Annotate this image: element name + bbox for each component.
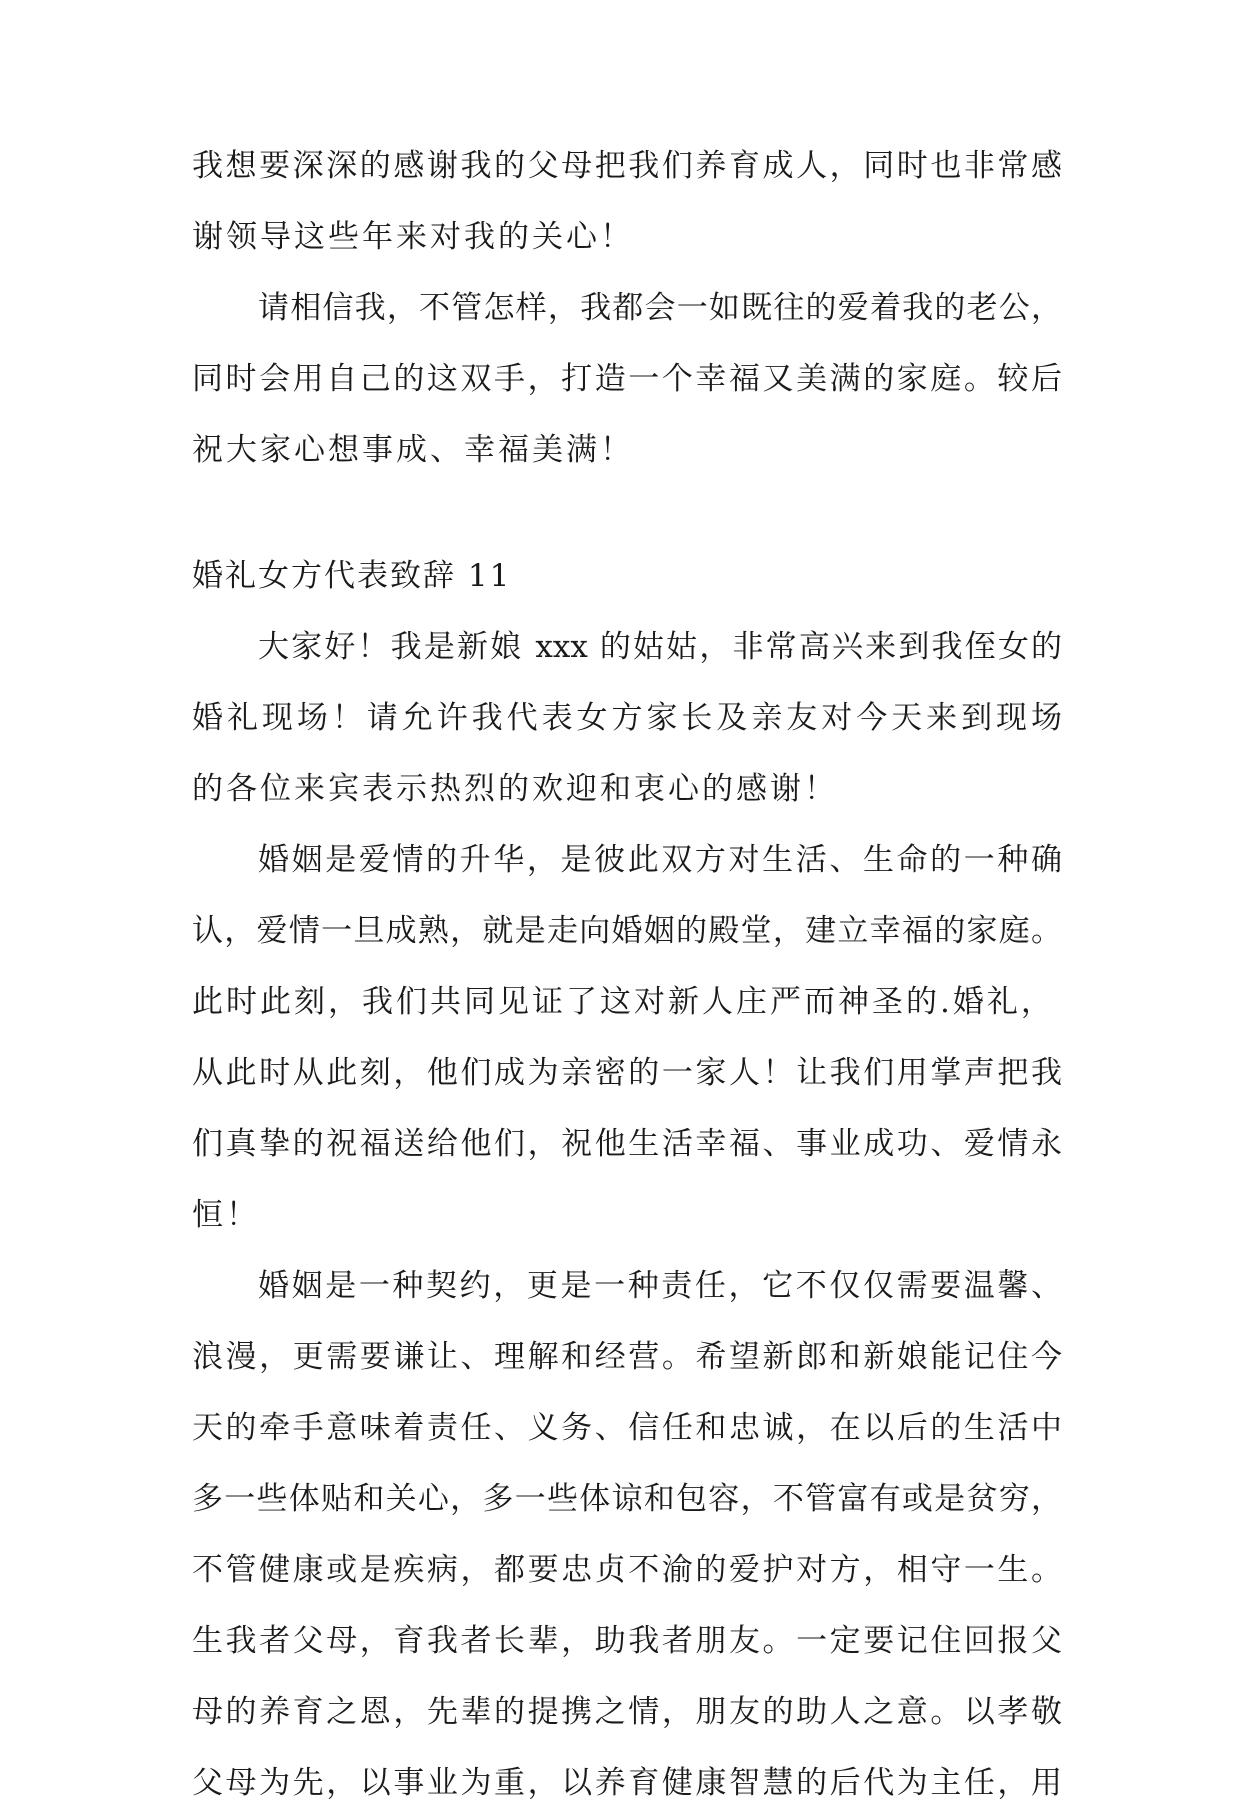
text-line: 多一些体贴和关心，多一些体谅和包容，不管富有或是贫穷， <box>192 1481 1062 1517</box>
text-line: 们真挚的祝福送给他们，祝他生活幸福、事业成功、爱情永 <box>192 1126 1062 1162</box>
text-line: 不管健康或是疾病，都要忠贞不渝的爱护对方，相守一生。 <box>192 1552 1062 1588</box>
text-line: 祝大家心想事成、幸福美满！ <box>192 432 634 468</box>
text-line: 此时此刻，我们共同见证了这对新人庄严而神圣的.婚礼， <box>192 984 1055 1020</box>
paragraph-first-line: 大家好！我是新娘 xxx 的姑姑，非常高兴来到我侄女的 <box>258 629 1062 665</box>
paragraph-first-line: 婚姻是一种契约，更是一种责任，它不仅仅需要温馨、 <box>258 1268 1062 1304</box>
text-line: 浪漫，更需要谦让、理解和经营。希望新郎和新娘能记住今 <box>192 1339 1062 1375</box>
text-line: 婚礼现场！请允许我代表女方家长及亲友对今天来到现场 <box>192 700 1062 736</box>
text-line: 同时会用自己的这双手，打造一个幸福又美满的家庭。较后 <box>192 361 1062 397</box>
text-line: 母的养育之恩，先辈的提携之情，朋友的助人之意。以孝敬 <box>192 1694 1062 1730</box>
text-line: 认，爱情一旦成熟，就是走向婚姻的殿堂，建立幸福的家庭。 <box>192 913 1062 949</box>
text-line: 我想要深深的感谢我的父母把我们养育成人，同时也非常感 <box>192 148 1062 184</box>
text-line: 的各位来宾表示热烈的欢迎和衷心的感谢！ <box>192 771 838 807</box>
text-line: 谢领导这些年来对我的关心！ <box>192 219 634 255</box>
text-line: 恒！ <box>192 1197 260 1233</box>
text-line: 从此时从此刻，他们成为亲密的一家人！让我们用掌声把我 <box>192 1055 1062 1091</box>
text-line: 生我者父母，育我者长辈，助我者朋友。一定要记住回报父 <box>192 1623 1062 1659</box>
paragraph-first-line: 婚姻是爱情的升华，是彼此双方对生活、生命的一种确 <box>258 842 1062 878</box>
section-heading: 婚礼女方代表致辞 11 <box>192 558 512 594</box>
paragraph-first-line: 请相信我，不管怎样，我都会一如既往的爱着我的老公， <box>258 290 1062 326</box>
text-line: 父母为先，以事业为重，以养育健康智慧的后代为主任，用 <box>192 1765 1062 1801</box>
text-line: 天的牵手意味着责任、义务、信任和忠诚，在以后的生活中 <box>192 1410 1062 1446</box>
